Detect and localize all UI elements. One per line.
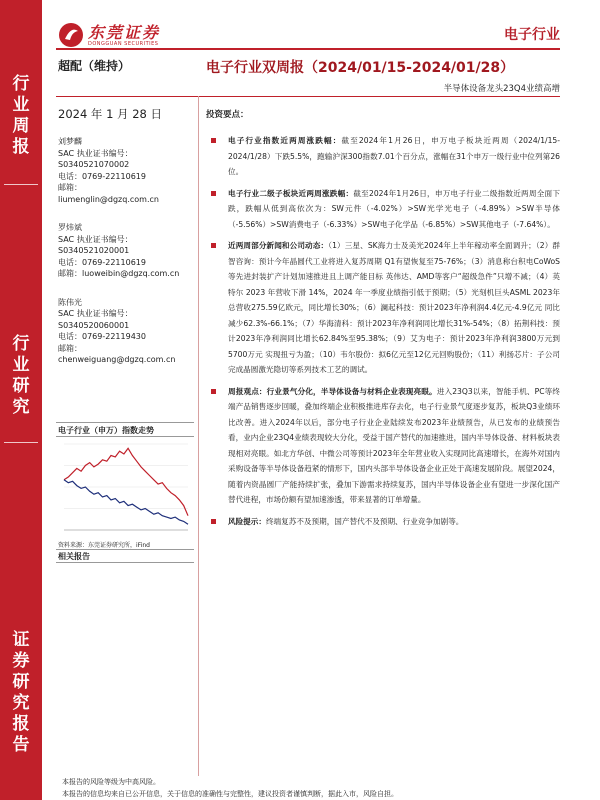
related-rule xyxy=(56,562,194,563)
chart-title: 电子行业（申万）指数走势 xyxy=(58,426,154,435)
chart-series-group xyxy=(64,448,188,524)
bullet-head: 电子行业二级子板块近两周涨跌幅： xyxy=(228,188,354,198)
analyst-card xyxy=(58,297,192,366)
sidebar-char: 行 xyxy=(12,74,30,94)
footer-line: 本报告的信息均来自已公开信息，关于信息的准确性与完整性，建议投资者谨慎判断，据此入市，风险自担。 xyxy=(62,790,398,798)
sidebar-char: 究 xyxy=(12,693,30,713)
sidebar-char: 报 xyxy=(12,137,30,157)
footer-line: 本报告的风险等级为中高风险。 xyxy=(62,778,160,786)
chart-bottom-rule xyxy=(56,549,194,550)
analyst-email-label: 邮箱： xyxy=(58,343,82,353)
analyst-phone: 电话：0769-22119430 xyxy=(58,332,146,341)
key-points xyxy=(206,108,560,535)
chart-title-rule xyxy=(56,436,194,437)
sidebar-label-report xyxy=(0,630,42,756)
analyst-card xyxy=(58,222,192,280)
analyst-name: 刘梦麟 xyxy=(58,137,82,146)
company-logo xyxy=(58,22,160,48)
analyst-name: 陈伟光 xyxy=(58,297,82,307)
analyst-cert: S0340521020001 xyxy=(58,246,130,255)
sidebar-divider xyxy=(4,442,38,443)
footer-disclaimer xyxy=(62,776,398,800)
sidebar-char: 究 xyxy=(12,397,30,417)
sidebar-char: 行 xyxy=(12,334,30,354)
analyst-cert-label: SAC 执业证书编号： xyxy=(58,148,133,158)
key-points-title: 投资要点： xyxy=(206,110,249,120)
bullet-head: 周报观点：行业景气分化，半导体设备与材料企业表现亮眼。 xyxy=(228,386,437,396)
sidebar-label-research xyxy=(0,334,42,418)
bullet-text: 终端复苏不及预期，国产替代不及预期、行业竞争加剧等。 xyxy=(265,516,464,526)
analyst-cert: S0340521070002 xyxy=(58,160,130,169)
title-rule xyxy=(56,96,560,97)
bullet-text: 截至2024年1月26日，申万电子行业二级指数近两周全面下跌，跌幅从低到高依次为：SW元件（-4.02%）>SW光学光电子（-4.89%）>SW半导体（-5.56%）>SW消费电子（-6.33%）>SW电子化学品（-6.85%）>SW其他电子（-7.64%）。 xyxy=(228,188,560,229)
logo-text-en: DONGGUAN SECURITIES xyxy=(88,40,159,47)
sidebar-char: 业 xyxy=(12,95,30,115)
analyst-cert: S0340520060001 xyxy=(58,320,130,330)
analyst-email-label: 邮箱： xyxy=(58,183,82,192)
sidebar-char: 研 xyxy=(12,672,30,692)
industry-tag: 电子行业 xyxy=(504,27,560,43)
bullet-subsector-performance xyxy=(206,186,560,233)
report-date: 2024 年 1 月 28 日 xyxy=(58,107,162,121)
sidebar-char: 周 xyxy=(12,116,30,136)
bullet-weekly-view xyxy=(206,384,560,508)
chart-grid xyxy=(64,444,188,530)
bullet-head: 风险提示： xyxy=(228,516,266,526)
analyst-name: 罗炜斌 xyxy=(58,223,82,232)
analyst-phone: 电话：0769-22110619 xyxy=(58,171,146,181)
report-subtitle: 半导体设备龙头23Q4业绩高增 xyxy=(443,84,560,94)
analyst-email[interactable]: liumenglin@dgzq.com.cn xyxy=(58,194,159,204)
logo-mark-icon xyxy=(58,22,84,48)
analyst-phone: 电话：0769-22110619 xyxy=(58,257,146,267)
sidebar-divider xyxy=(4,184,38,185)
chart-source: 资料来源：东莞证券研究所，iFind xyxy=(58,542,150,549)
bullet-head: 近两周部分新闻和公司动态： xyxy=(228,241,329,250)
chart-series-line-0 xyxy=(64,448,188,515)
bullet-text: 进入23Q3以来，智能手机、PC等终端产品销售逐步回暖，叠加终端企业积极推进库存去化，电子行业景气度逐步复苏，板块Q3业绩环比改善。进入2024年以后，部分电子行业企业陆续发布2023年业绩预告，从已发布的业绩预告看，业内企业23Q4业绩表现较大分化，受益于国产替代的加速推进，国内半导体设备、材料板块表现相对亮眼。如北方华创、中微公司等预计2023年全年营业收入实现同比高速增长，在海外对国内采购设备等半导体设备趋紧的情形下，国内头部半导体设备企业正处于高速发展阶段。展望2024，随着内资晶圆厂产能持续扩张，叠加下游需求持续复苏，国内半导体设备企业有望进一步深化国产替代进程，市场份额有望加速渗透，带来显著的订单增量。 xyxy=(228,386,560,504)
sidebar-char: 业 xyxy=(12,355,30,375)
bullet-index-performance xyxy=(206,133,560,180)
bullet-text: （1）三星、SK海力士及美光2024年上半年稼动率全面调升；（2）群智咨询：预计今年晶圆代工业将进入复苏周期 Q1有望恢复至75-76%；（3）消息称台积电CoWoS等先进封装扩产计划加速推进且上调产能目标 英伟达、AMD等客户“超级急件”只增不减；（4）英特尔 2023 年营收下滑 14%，2024 年一季度业绩指引低于预期；（5）光刻机巨头ASML 2023年总营收275.59亿欧元，同比增长30%；（6）澜起科技：预计2023年净利润4.4亿元-4.9亿元 同比减少62.3%-66.1%；（7）华海清科：预计2023年净利润同比增长31%-54%；（8）拓荆科技：预计2023年净利润同比增长62.84%至95.38%；（9）艾为电子：预计2023年净利润3800万元到5700万元 实现扭亏为盈；（10）韦尔股份：拟6亿元至12亿元回购股份；（11）利扬芯片：子公司完成晶圆激光隐切等系列技术工艺的调试。 xyxy=(228,241,561,374)
chart-top-rule xyxy=(56,422,194,423)
bullet-news xyxy=(206,238,560,378)
bullet-head: 电子行业指数近两周涨跌幅： xyxy=(228,136,342,145)
analyst-email-value[interactable]: luoweibin@dgzq.com.cn xyxy=(82,269,180,278)
analyst-email: 邮箱： xyxy=(58,269,82,278)
bullet-risk xyxy=(206,514,560,530)
sidebar-label-weekly xyxy=(0,74,42,158)
sidebar-char: 证 xyxy=(12,630,30,650)
chart-series-line-1 xyxy=(64,480,188,525)
sidebar xyxy=(0,0,42,800)
analyst-card xyxy=(58,136,192,205)
logo-text-cn: 东莞证券 xyxy=(88,22,161,42)
bullet-text: 截至2024年1月26日，申万电子板块近两周（2024/1/15-2024/1/28）下跌5.5%，跑输沪深300指数7.01个百分点，涨幅在31个申万一级行业中位列第26位。 xyxy=(228,136,561,176)
sidebar-char: 券 xyxy=(12,651,30,671)
analyst-email[interactable]: chenweiguang@dgzq.com.cn xyxy=(58,355,176,364)
header-rule xyxy=(56,48,560,50)
sidebar-char: 研 xyxy=(12,376,30,396)
left-column xyxy=(58,106,192,383)
sidebar-char: 报 xyxy=(12,714,30,734)
analyst-cert-label: SAC 执业证书编号： xyxy=(58,234,133,244)
related-reports-heading: 相关报告 xyxy=(58,552,90,561)
report-title: 电子行业双周报（2024/01/15-2024/01/28） xyxy=(206,60,515,76)
analyst-cert-label: SAC 执业证书编号： xyxy=(58,309,133,318)
rating: 超配（维持） xyxy=(58,59,131,73)
sidebar-char: 告 xyxy=(12,735,30,755)
column-divider xyxy=(198,96,199,776)
index-chart xyxy=(58,438,192,538)
